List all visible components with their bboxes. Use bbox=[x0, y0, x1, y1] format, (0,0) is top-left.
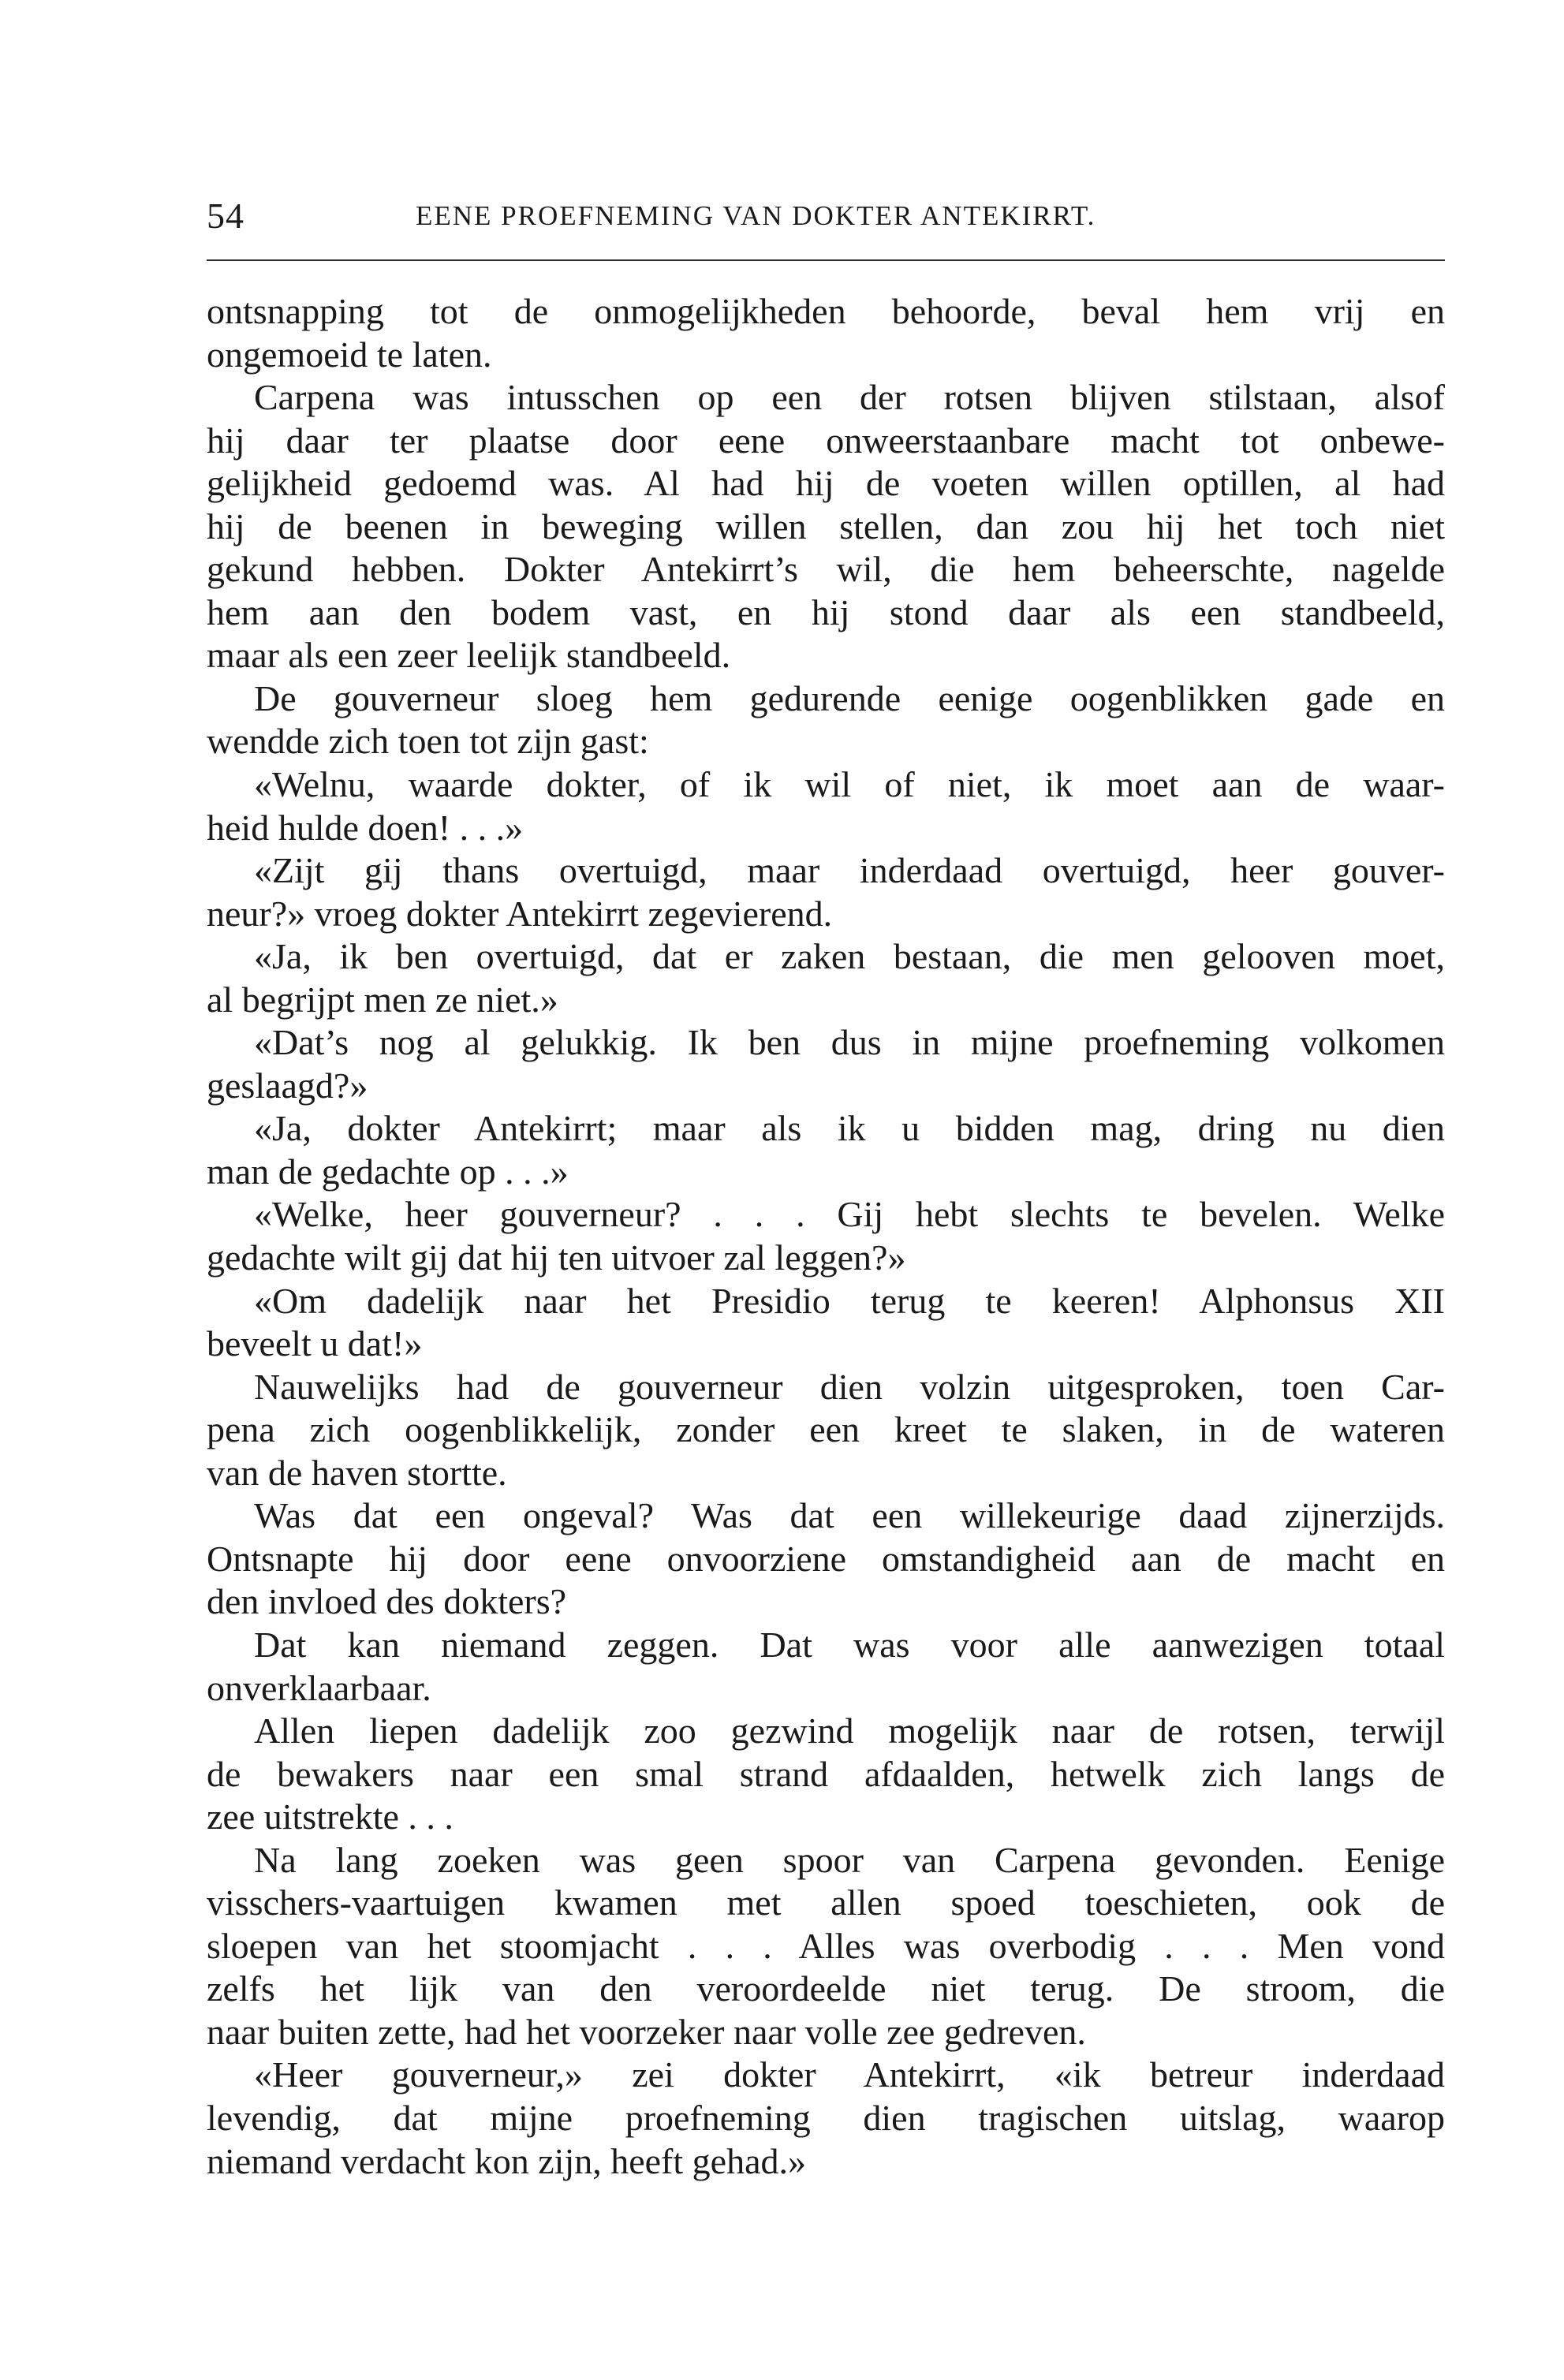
text-line: «Ja, ik ben overtuigd, dat er zaken bestaan, die men gelooven moet, bbox=[254, 936, 1445, 977]
text-line: Ontsnapte hij door eene onvoorziene omstandigheid aan de macht en bbox=[207, 1538, 1445, 1579]
text-line: ontsnapping tot de onmogelijkheden behoorde, beval hem vrij en bbox=[207, 291, 1445, 331]
header-rule bbox=[207, 259, 1445, 261]
text-line: niemand verdacht kon zijn, heeft gehad.» bbox=[207, 2140, 806, 2181]
text-line: Was dat een ongeval? Was dat een willekeurige daad zijnerzijds. bbox=[254, 1495, 1445, 1536]
text-line: van de haven stortte. bbox=[207, 1452, 507, 1493]
text-line: «Ja, dokter Antekirrt; maar als ik u bidden mag, dring nu dien bbox=[254, 1108, 1445, 1149]
text-line: den invloed des dokters? bbox=[207, 1581, 567, 1622]
text-line: gelijkheid gedoemd was. Al had hij de voeten willen optillen, al had bbox=[207, 463, 1445, 504]
text-line: «Welnu, waarde dokter, of ik wil of niet, ik moet aan de waar- bbox=[254, 764, 1445, 805]
text-line: Allen liepen dadelijk zoo gezwind mogelijk naar de rotsen, terwijl bbox=[254, 1710, 1445, 1751]
running-title: EENE PROEFNEMING VAN DOKTER ANTEKIRRT. bbox=[416, 200, 1096, 231]
text-line: geslaagd?» bbox=[207, 1065, 368, 1106]
text-line: pena zich oogenblikkelijk, zonder een kreet te slaken, in de wateren bbox=[207, 1409, 1445, 1450]
text-line: Carpena was intusschen op een der rotsen blijven stilstaan, alsof bbox=[254, 377, 1445, 418]
text-line: onverklaarbaar. bbox=[207, 1667, 431, 1708]
text-line: heid hulde doen! . . .» bbox=[207, 807, 524, 848]
text-line: sloepen van het stoomjacht . . . Alles was overbodig . . . Men vond bbox=[207, 1925, 1445, 1966]
text-line: beveelt u dat!» bbox=[207, 1323, 423, 1364]
text-line: man de gedachte op . . .» bbox=[207, 1151, 569, 1192]
text-line: neur?» vroeg dokter Antekirrt zegevierend. bbox=[207, 893, 833, 934]
text-line: ongemoeid te laten. bbox=[207, 334, 492, 375]
text-line: maar als een zeer leelijk standbeeld. bbox=[207, 635, 731, 676]
text-line: al begrijpt men ze niet.» bbox=[207, 979, 558, 1020]
text-line: hij daar ter plaatse door eene onweerstaanbare macht tot onbewe- bbox=[207, 420, 1445, 461]
text-line: Dat kan niemand zeggen. Dat was voor alle aanwezigen totaal bbox=[254, 1624, 1445, 1665]
text-line: zelfs het lijk van den veroordeelde niet terug. De stroom, die bbox=[207, 1968, 1445, 2009]
text-line: visschers-vaartuigen kwamen met allen spoed toeschieten, ook de bbox=[207, 1882, 1445, 1923]
text-line: hem aan den bodem vast, en hij stond daar als een standbeeld, bbox=[207, 591, 1445, 632]
text-line: levendig, dat mijne proefneming dien tragischen uitslag, waarop bbox=[207, 2097, 1445, 2138]
text-line: «Dat’s nog al gelukkig. Ik ben dus in mijne proefneming volkomen bbox=[254, 1022, 1445, 1063]
text-line: Na lang zoeken was geen spoor van Carpena gevonden. Eenige bbox=[254, 1839, 1445, 1880]
text-line: «Welke, heer gouverneur? . . . Gij hebt slechts te bevelen. Welke bbox=[254, 1194, 1445, 1235]
text-line: gedachte wilt gij dat hij ten uitvoer zal leggen?» bbox=[207, 1237, 906, 1278]
text-line: hij de beenen in beweging willen stellen, dan zou hij het toch niet bbox=[207, 505, 1445, 547]
text-line: naar buiten zette, had het voorzeker naar volle zee gedreven. bbox=[207, 2011, 1086, 2052]
text-line: de bewakers naar een smal strand afdaalden, hetwelk zich langs de bbox=[207, 1753, 1445, 1794]
text-line: zee uitstrekte . . . bbox=[207, 1796, 454, 1837]
text-line: «Heer gouverneur,» zei dokter Antekirrt, «ik betreur inderdaad bbox=[254, 2054, 1445, 2095]
text-line: gekund hebben. Dokter Antekirrt’s wil, die hem beheerschte, nagelde bbox=[207, 549, 1445, 590]
body-text bbox=[207, 290, 1445, 2183]
page-number: 54 bbox=[207, 196, 244, 236]
text-line: Nauwelijks had de gouverneur dien volzin uitgesproken, toen Car- bbox=[254, 1366, 1445, 1407]
running-head bbox=[207, 192, 1445, 240]
text-line: «Om dadelijk naar het Presidio terug te keeren! Alphonsus XII bbox=[254, 1280, 1445, 1321]
text-line: wendde zich toen tot zijn gast: bbox=[207, 721, 649, 762]
text-line: De gouverneur sloeg hem gedurende eenige oogenblikken gade en bbox=[254, 677, 1445, 718]
text-line: «Zijt gij thans overtuigd, maar inderdaad overtuigd, heer gouver- bbox=[254, 850, 1445, 891]
